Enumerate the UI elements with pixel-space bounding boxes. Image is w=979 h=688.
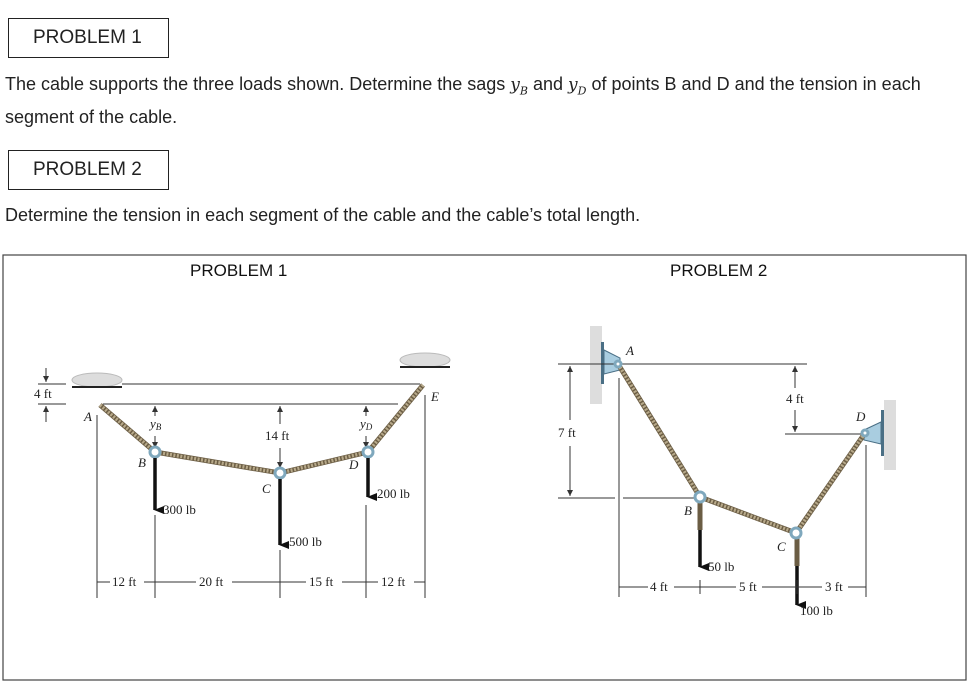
statement-text: and bbox=[528, 74, 569, 94]
sag-yb-label: yB bbox=[150, 416, 162, 432]
span-ab: 4 ft bbox=[650, 579, 668, 594]
point-e: E bbox=[431, 389, 439, 404]
pin-d bbox=[862, 430, 868, 436]
sag-c-label: 14 ft bbox=[265, 428, 290, 443]
cable bbox=[100, 385, 423, 473]
load-c-label: 100 lb bbox=[800, 603, 833, 618]
span-bc: 5 ft bbox=[739, 579, 757, 594]
point-d: D bbox=[349, 457, 359, 472]
point-a: A bbox=[626, 343, 634, 358]
dim-7ft: 7 ft bbox=[558, 425, 576, 440]
var-symbol: y bbox=[568, 75, 578, 95]
statement-text: of points B and D and the tension in each segment of the cable. bbox=[5, 74, 921, 128]
span-bc: 20 ft bbox=[199, 574, 224, 589]
pin-a bbox=[615, 361, 621, 367]
ring-b bbox=[150, 447, 160, 457]
ring-b bbox=[695, 492, 705, 502]
point-c: C bbox=[777, 539, 786, 554]
figure1-title: PROBLEM 1 bbox=[190, 261, 288, 280]
var-subscript: D bbox=[577, 84, 587, 98]
wall-d-icon bbox=[884, 400, 896, 470]
problem2-statement: Determine the tension in each segment of the cable and the cable’s total length. bbox=[5, 205, 641, 225]
figure2-title: PROBLEM 2 bbox=[670, 261, 768, 280]
dim-4ft-right: 4 ft bbox=[786, 391, 804, 406]
statement-text: The cable supports the three loads shown. Determine the sags bbox=[5, 74, 511, 94]
span-cd: 15 ft bbox=[309, 574, 334, 589]
point-a: A bbox=[84, 409, 92, 424]
dim-4ft: 4 ft bbox=[34, 386, 52, 401]
support-e-icon bbox=[400, 353, 450, 367]
figure2 bbox=[558, 261, 896, 618]
support-a-icon bbox=[72, 373, 122, 387]
point-b: B bbox=[684, 503, 692, 518]
problem1-heading: PROBLEM 1 bbox=[8, 18, 169, 58]
point-c: C bbox=[262, 481, 271, 496]
wall-a-icon bbox=[590, 326, 602, 404]
cable bbox=[618, 364, 865, 533]
span-de: 12 ft bbox=[381, 574, 406, 589]
span-cd: 3 ft bbox=[825, 579, 843, 594]
load-b-label: 50 lb bbox=[708, 559, 735, 574]
var-subscript: B bbox=[519, 84, 528, 98]
figure1 bbox=[34, 261, 450, 598]
ring-c bbox=[275, 468, 285, 478]
point-d: D bbox=[856, 409, 866, 424]
load-b-label: 300 lb bbox=[163, 502, 196, 517]
span-ab: 12 ft bbox=[112, 574, 137, 589]
ring-c bbox=[791, 528, 801, 538]
problem2-heading: PROBLEM 2 bbox=[8, 150, 169, 190]
load-d-label: 200 lb bbox=[377, 486, 410, 501]
var-symbol: y bbox=[510, 75, 520, 95]
point-b: B bbox=[138, 455, 146, 470]
load-c-label: 500 lb bbox=[289, 534, 322, 549]
ring-d bbox=[363, 447, 373, 457]
sag-yd-label: yD bbox=[360, 416, 373, 432]
